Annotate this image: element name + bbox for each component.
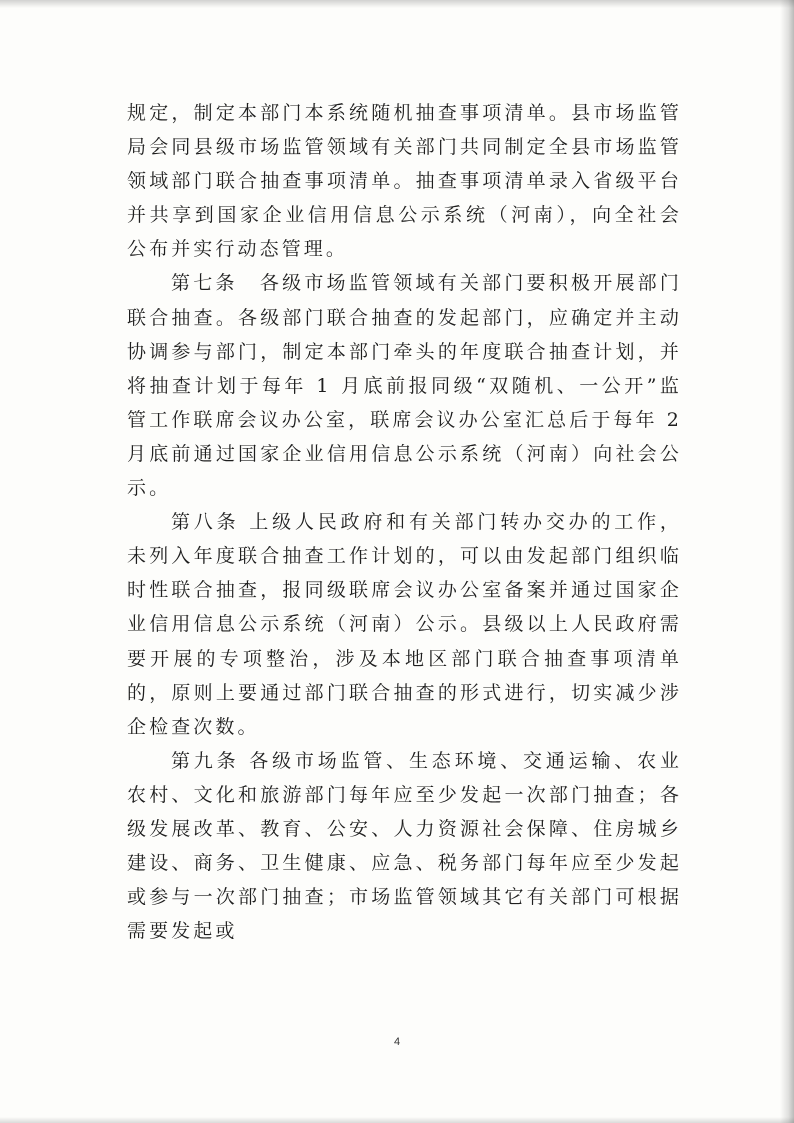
page-number: 4: [393, 1036, 401, 1048]
document-body: [127, 96, 682, 948]
scan-edge-top: [0, 0, 794, 8]
scan-edge-right: [780, 0, 794, 1123]
paragraph-article-8: 第八条 上级人民政府和有关部门转办交办的工作，未列入年度联合抽查工作计划的，可以由发起部门组织临时性联合抽查，报同级联席会议办公室备案并通过国家企业信用信息公示系统（河南）公示。县级以上人民政府需要开展的专项整治，涉及本地区部门联合抽查事项清单的，原则上要通过部门联合抽查的形式进行，切实减少涉企检查次数。: [127, 511, 682, 738]
paragraph-article-9: 第九条 各级市场监管、生态环境、交通运输、农业农村、文化和旅游部门每年应至少发起一次部门抽查；各级发展改革、教育、公安、人力资源社会保障、住房城乡建设、商务、卫生健康、应急、税务部门每年应至少发起或参与一次部门抽查；市场监管领域其它有关部门可根据需要发起或: [127, 749, 682, 943]
scan-edge-bottom: [0, 1117, 794, 1123]
paragraph-continuation: 规定，制定本部门本系统随机抽查事项清单。县市场监管局会同县级市场监管领域有关部门共同制定全县市场监管领域部门联合抽查事项清单。抽查事项清单录入省级平台并共享到国家企业信用信息公示系统（河南），向全社会公布并实行动态管理。: [127, 102, 682, 261]
paragraph-article-7: 第七条 各级市场监管领域有关部门要积极开展部门联合抽查。各级部门联合抽查的发起部门，应确定并主动协调参与部门，制定本部门牵头的年度联合抽查计划，并将抽查计划于每年 1 月底前报同级“双随机、一公开”监管工作联席会议办公室，联席会议办公室汇总后于每年 2 月底前通过国家企业信用信息公示系统（河南）向社会公示。: [127, 272, 682, 500]
